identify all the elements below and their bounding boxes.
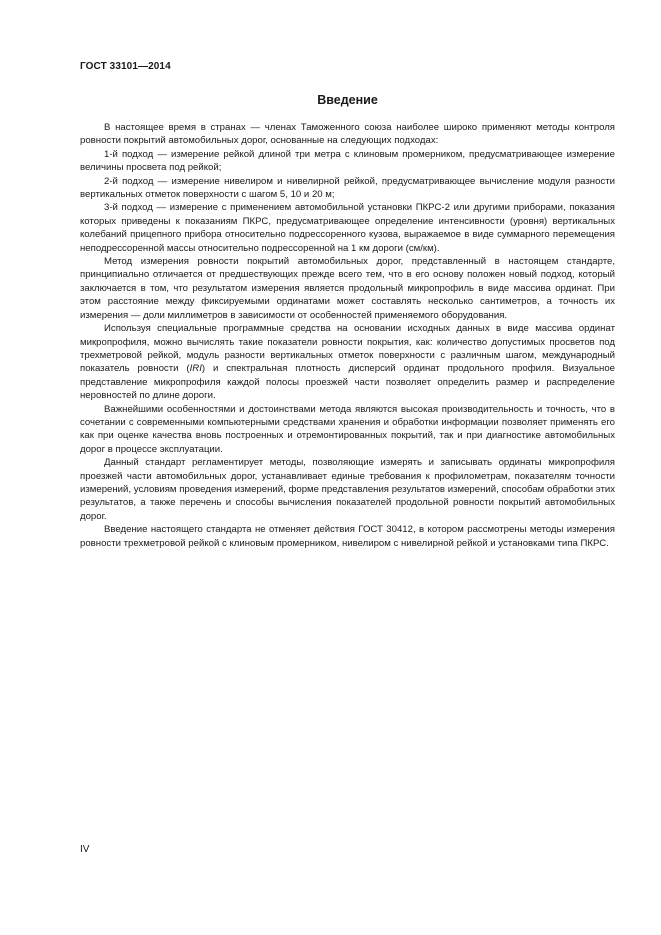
introduction-body <box>80 121 615 550</box>
section-title: Введение <box>317 93 378 107</box>
paragraph-approach-1: 1-й подход — измерение рейкой длиной три метра с клиновым промерником, предусматривающее измерение величины просвета под рейкой; <box>80 148 615 174</box>
paragraph-gost-30412: Введение настоящего стандарта не отменяет действия ГОСТ 30412, в котором рассмотрены методы измерения ровности трехметровой рейкой с клиновым промерником, нивелиром с нивелирной рейкой и установками типа ПКРС. <box>80 524 615 549</box>
iri-abbreviation: IRI <box>189 363 202 375</box>
paragraph-software-part2: ) и спектральная плотность дисперсий ординат продольного профиля. Визуальное представление микропрофиля каждой полосы проезжей части позволяет определить размер и распределение неровностей по длине дороги. <box>80 363 615 402</box>
paragraph-intro: В настоящее время в странах — членах Таможенного союза наиболее широко применяют методы контроля ровности покрытий автомобильных дорог, основанные на следующих подходах: <box>80 122 615 147</box>
document-code: ГОСТ 33101—2014 <box>80 61 171 72</box>
paragraph-scope: Данный стандарт регламентирует методы, позволяющие измерять и записывать ординаты микропрофиля проезжей части автомобильных дорог, устанавливает единые требования к профилометрам, показателям точности измерений, условиям проведения измерений, форме представления результатов измерений, способам обработки этих результатов, а также перечень и способы вычисления показателей продольной ровности покрытий автомобильных дорог. <box>80 457 615 522</box>
paragraph-features: Важнейшими особенностями и достоинствами метода являются высокая производительность и точность, что в сочетании с современными компьютерными средствами хранения и обработки информации позволяет применять его как при оценке качества вновь построенных и отремонтированных покрытий, так и при диагностике автомобильных дорог в процессе эксплуатации. <box>80 403 615 455</box>
paragraph-software <box>80 322 615 402</box>
paragraph-software-part1: Используя специальные программные средства на основании исходных данных в виде массива ординат микропрофиля, можно вычислять такие показатели ровности покрытия, как: количество допустимых просветов под трехметровой рейкой, модуль разности вертикальных отметок поверхности с различным шагом, международный показатель ровности ( <box>80 323 615 375</box>
page-number: IV <box>80 844 90 855</box>
paragraph-approach-2: 2-й подход — измерение нивелиром и нивелирной рейкой, предусматривающее вычисление модуля разности вертикальных отметок поверхности с шагом 5, 10 и 20 м; <box>80 175 615 201</box>
paragraph-approach-3: 3-й подход — измерение с применением автомобильной установки ПКРС-2 или другими приборами, показания которых приведены к показаниям ПКРС, предусматривающее определение интенсивности (уровня) вертикальных колебаний прицепного прибора относительно подрессоренного кузова, выражаемое в виде суммарного перемещения неподрессоренной массы относительно подрессоренной на 1 км дороги (см/км). <box>80 202 615 254</box>
paragraph-method: Метод измерения ровности покрытий автомобильных дорог, представленный в настоящем стандарте, принципиально отличается от предшествующих прежде всего тем, что в его основу положен новый подход, который заключается в том, что результатом измерения является продольный микропрофиль в виде массива ординат. При этом расстояние между фиксируемыми ординатами может составлять несколько сантиметров, а точность их измерения — доли миллиметров в зависимости от особенностей применяемого оборудования. <box>80 256 615 321</box>
